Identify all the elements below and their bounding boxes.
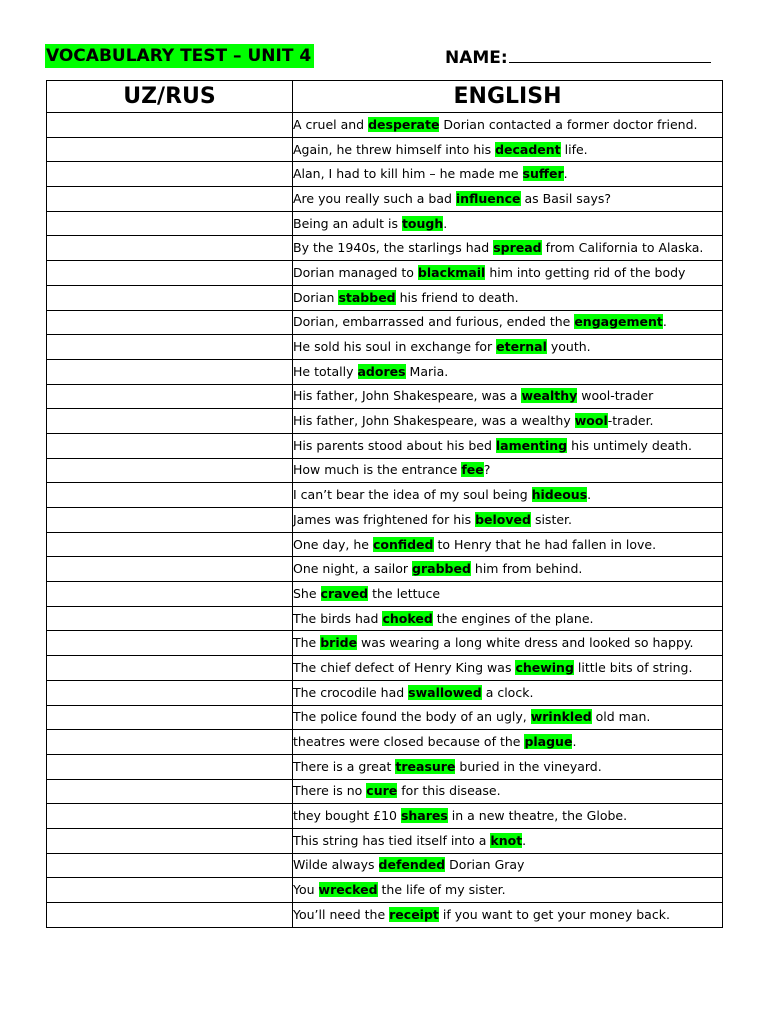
sentence-cell [293,631,723,656]
translation-answer-cell[interactable] [47,359,293,384]
sentence-text-before: Again, he threw himself into his [293,141,496,157]
sentence-text-after: ? [483,462,491,478]
sentence-cell [293,458,723,483]
vocabulary-word-highlight: eternal [496,339,547,355]
name-field [445,44,711,68]
translation-answer-cell[interactable] [47,310,293,335]
translation-answer-cell[interactable] [47,680,293,705]
translation-answer-cell[interactable] [47,409,293,434]
sentence-text-before: He totally [293,363,358,379]
table-row [47,384,723,409]
sentence-cell [293,903,723,928]
sentence-text-before: One day, he [293,536,373,552]
table-row [47,557,723,582]
sentence-text-after: old man. [591,709,651,725]
sentence-cell [293,853,723,878]
table-row [47,359,723,384]
vocabulary-word-highlight: defended [378,857,446,873]
sentence-cell [293,409,723,434]
vocabulary-word-highlight: tough [401,215,444,231]
column-header-english: ENGLISH [293,81,723,113]
sentence-text-before: A cruel and [293,116,369,132]
translation-answer-cell[interactable] [47,730,293,755]
vocabulary-word-highlight: knot [490,832,523,848]
sentence-cell [293,359,723,384]
translation-answer-cell[interactable] [47,557,293,582]
sentence-cell [293,310,723,335]
sentence-cell [293,335,723,360]
vocabulary-word-highlight: receipt [389,906,439,922]
translation-answer-cell[interactable] [47,606,293,631]
sentence-cell [293,828,723,853]
sentence-text-after: little bits of string. [573,659,693,675]
sentence-text-before: The police found the body of an ugly, [293,709,531,725]
table-row [47,582,723,607]
sentence-text-after: his untimely death. [567,437,692,453]
vocabulary-word-highlight: wool [574,413,608,429]
table-row [47,779,723,804]
vocabulary-word-highlight: confided [372,536,434,552]
translation-answer-cell[interactable] [47,828,293,853]
table-row [47,853,723,878]
vocabulary-word-highlight: adores [357,363,406,379]
translation-answer-cell[interactable] [47,804,293,829]
sentence-cell [293,285,723,310]
table-row [47,409,723,434]
sentence-text-after: from California to Alaska. [541,240,704,256]
sentence-cell [293,236,723,261]
column-header-uz-rus: UZ/RUS [47,81,293,113]
vocabulary-word-highlight: influence [455,190,521,206]
sentence-text-after: for this disease. [397,783,501,799]
table-row [47,680,723,705]
vocabulary-word-highlight: wrinkled [530,709,592,725]
sentence-text-before: You [293,882,319,898]
table-row [47,236,723,261]
table-row [47,433,723,458]
vocabulary-word-highlight: treasure [395,758,456,774]
sentence-text-after: sister. [530,511,572,527]
vocabulary-word-highlight: stabbed [338,289,396,305]
sentence-text-after: youth. [546,339,591,355]
table-row [47,187,723,212]
vocabulary-word-highlight: hideous [531,487,588,503]
vocabulary-word-highlight: desperate [368,116,440,132]
sentence-cell [293,113,723,138]
sentence-text-after: him from behind. [470,561,583,577]
translation-answer-cell[interactable] [47,137,293,162]
translation-answer-cell[interactable] [47,582,293,607]
vocabulary-word-highlight: wrecked [318,882,378,898]
sentence-cell [293,656,723,681]
sentence-text-after: Maria. [405,363,449,379]
translation-answer-cell[interactable] [47,433,293,458]
sentence-text-after: to Henry that he had fallen in love. [433,536,657,552]
sentence-cell [293,582,723,607]
sentence-cell [293,557,723,582]
sentence-text-after: buried in the vineyard. [455,758,602,774]
translation-answer-cell[interactable] [47,631,293,656]
sentence-text-before: The chief defect of Henry King was [293,659,516,675]
sentence-cell [293,532,723,557]
translation-answer-cell[interactable] [47,903,293,928]
sentence-cell [293,483,723,508]
sentence-text-after: the life of my sister. [377,882,506,898]
table-row [47,631,723,656]
sentence-text-before: His father, John Shakespeare, was a [293,388,522,404]
table-row [47,483,723,508]
sentence-text-before: By the 1940s, the starlings had [293,240,494,256]
vocabulary-word-highlight: decadent [495,141,561,157]
table-row [47,211,723,236]
vocabulary-table [46,80,723,928]
vocabulary-word-highlight: spread [493,240,542,256]
vocabulary-word-highlight: blackmail [417,264,486,280]
translation-answer-cell[interactable] [47,532,293,557]
vocabulary-word-highlight: shares [400,808,448,824]
table-row [47,656,723,681]
sentence-text-after: -trader. [607,413,654,429]
sentence-text-before: His parents stood about his bed [293,437,496,453]
table-row [47,532,723,557]
name-label: NAME: [445,48,508,68]
sentence-text-before: There is no [293,783,367,799]
translation-answer-cell[interactable] [47,656,293,681]
vocabulary-word-highlight: fee [461,462,484,478]
table-row [47,335,723,360]
translation-answer-cell[interactable] [47,779,293,804]
test-title: VOCABULARY TEST – UNIT 4 [45,44,314,68]
table-row [47,508,723,533]
vocabulary-word-highlight: chewing [515,659,574,675]
translation-answer-cell[interactable] [47,754,293,779]
sentence-text-after: . [443,215,448,231]
table-row [47,310,723,335]
translation-answer-cell[interactable] [47,187,293,212]
sentence-cell [293,137,723,162]
translation-answer-cell[interactable] [47,705,293,730]
sentence-text-before: they bought £10 [293,808,401,824]
sentence-text-after: as Basil says? [520,190,612,206]
sentence-text-before: His father, John Shakespeare, was a wealthy [293,413,575,429]
translation-answer-cell[interactable] [47,285,293,310]
sentence-cell [293,384,723,409]
sentence-text-after: was wearing a long white dress and looked so happy. [357,635,694,651]
vocabulary-word-highlight: bride [320,635,358,651]
table-row [47,137,723,162]
sentence-text-before: Wilde always [293,857,379,873]
sentence-text-after: Dorian Gray [445,857,525,873]
sentence-cell [293,261,723,286]
sentence-text-after: the lettuce [368,585,441,601]
sentence-text-before: Dorian [293,289,339,305]
sentence-cell [293,804,723,829]
sentence-text-after: in a new theatre, the Globe. [447,808,628,824]
sentence-cell [293,730,723,755]
sentence-cell [293,606,723,631]
sentence-cell [293,162,723,187]
translation-answer-cell[interactable] [47,483,293,508]
sentence-text-before: You’ll need the [293,906,390,922]
sentence-text-before: One night, a sailor [293,561,413,577]
sentence-text-before: James was frightened for his [293,511,476,527]
name-blank-line[interactable] [509,44,711,63]
sentence-text-before: The [293,635,321,651]
vocabulary-word-highlight: lamenting [495,437,568,453]
sentence-text-after: Dorian contacted a former doctor friend. [439,116,698,132]
sentence-cell [293,433,723,458]
vocabulary-word-highlight: cure [366,783,398,799]
vocabulary-word-highlight: wealthy [521,388,578,404]
sentence-cell [293,211,723,236]
sentence-text-before: Being an adult is [293,215,402,231]
vocabulary-word-highlight: craved [320,585,369,601]
sentence-text-after: a clock. [481,684,534,700]
table-row [47,730,723,755]
translation-answer-cell[interactable] [47,236,293,261]
table-row [47,162,723,187]
translation-answer-cell[interactable] [47,458,293,483]
translation-answer-cell[interactable] [47,853,293,878]
table-row [47,804,723,829]
sentence-text-before: Dorian, embarrassed and furious, ended the [293,314,575,330]
table-row [47,828,723,853]
vocabulary-word-highlight: plague [524,734,573,750]
sentence-text-before: How much is the entrance [293,462,462,478]
translation-answer-cell[interactable] [47,384,293,409]
table-row [47,113,723,138]
sentence-cell [293,754,723,779]
sentence-cell [293,779,723,804]
sentence-cell [293,187,723,212]
sentence-text-before: This string has tied itself into a [293,832,491,848]
sentence-text-before: Alan, I had to kill him – he made me [293,166,523,182]
vocabulary-word-highlight: suffer [522,166,564,182]
sentence-cell [293,680,723,705]
sentence-text-after: . [587,487,592,503]
table-row [47,705,723,730]
translation-answer-cell[interactable] [47,878,293,903]
vocabulary-word-highlight: beloved [475,511,531,527]
sentence-text-before: He sold his soul in exchange for [293,339,497,355]
sentence-text-after: . [572,734,577,750]
sentence-text-before: There is a great [293,758,396,774]
sentence-text-after: if you want to get your money back. [438,906,670,922]
sentence-cell [293,508,723,533]
sentence-text-after: . [662,314,667,330]
sentence-text-after: the engines of the plane. [432,610,594,626]
table-row [47,458,723,483]
table-row [47,285,723,310]
vocabulary-word-highlight: engagement [574,314,663,330]
sentence-text-before: Dorian managed to [293,264,418,280]
vocabulary-word-highlight: choked [382,610,433,626]
table-row [47,903,723,928]
sentence-text-after: life. [560,141,588,157]
table-row [47,878,723,903]
sentence-text-after: . [563,166,568,182]
sentence-text-before: The birds had [293,610,383,626]
sentence-cell [293,878,723,903]
table-row [47,606,723,631]
translation-answer-cell[interactable] [47,508,293,533]
sentence-text-after: . [522,832,527,848]
sentence-text-before: theatres were closed because of the [293,734,525,750]
sentence-cell [293,705,723,730]
translation-answer-cell[interactable] [47,261,293,286]
translation-answer-cell[interactable] [47,335,293,360]
sentence-text-after: wool-trader [577,388,654,404]
sentence-text-after: him into getting rid of the body [485,264,686,280]
sentence-text-after: his friend to death. [395,289,519,305]
vocabulary-word-highlight: swallowed [408,684,482,700]
table-row [47,261,723,286]
translation-answer-cell[interactable] [47,211,293,236]
translation-answer-cell[interactable] [47,113,293,138]
table-row [47,754,723,779]
sentence-text-before: Are you really such a bad [293,190,456,206]
translation-answer-cell[interactable] [47,162,293,187]
sentence-text-before: She [293,585,321,601]
table-header-row [47,81,723,113]
sentence-text-before: The crocodile had [293,684,409,700]
sentence-text-before: I can’t bear the idea of my soul being [293,487,532,503]
vocabulary-word-highlight: grabbed [412,561,471,577]
